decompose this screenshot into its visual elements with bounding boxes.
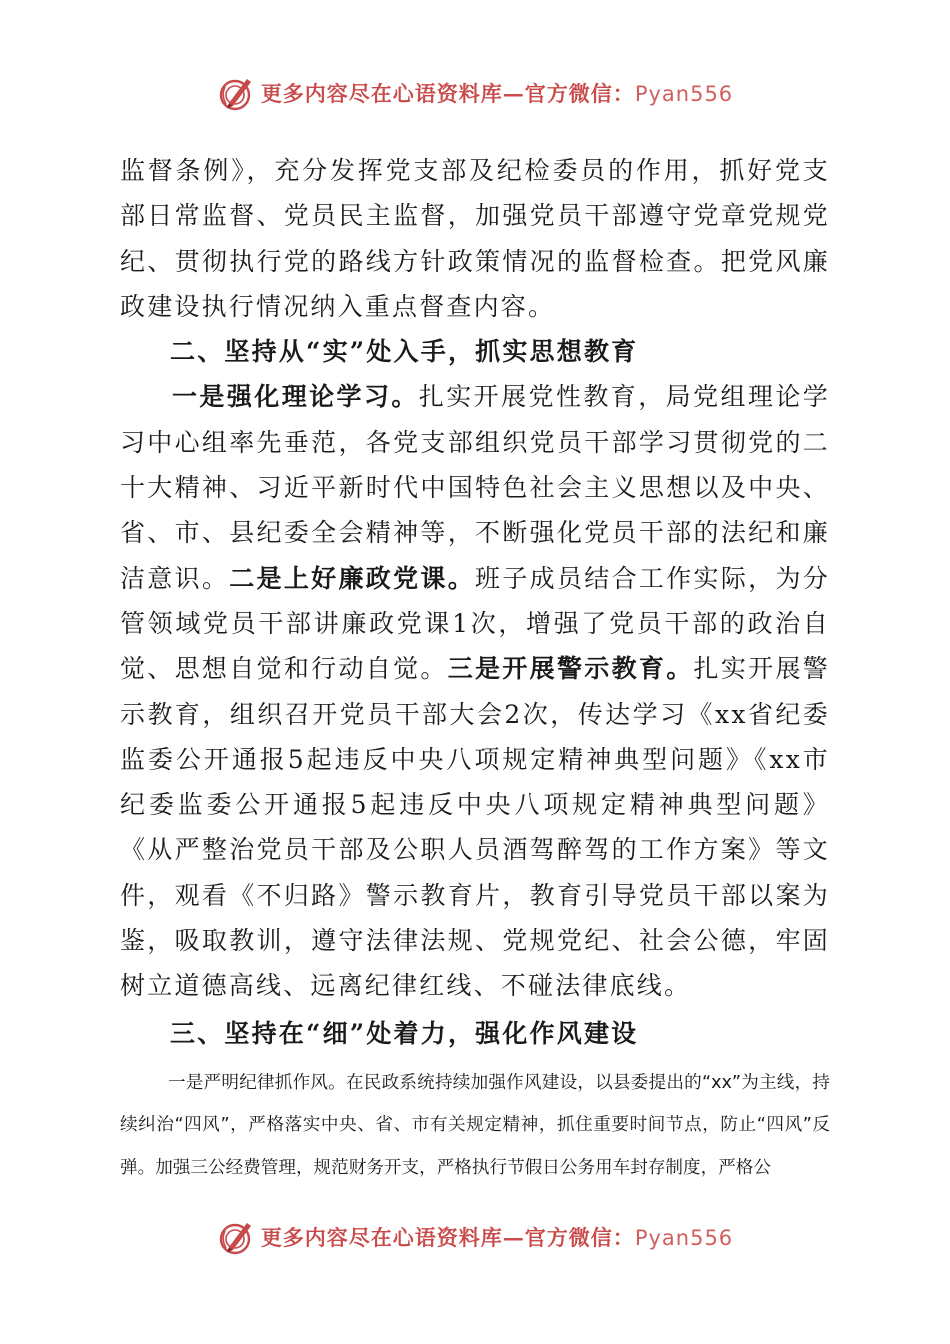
bold-lead-2: 二是上好廉政党课。 <box>229 563 476 593</box>
bold-lead-1: 一是强化理论学习。 <box>172 382 419 412</box>
section-heading-3: 三、坚持在“细”处着力，强化作风建设 <box>170 1018 639 1048</box>
bold-lead-3: 三是开展警示教育。 <box>447 654 694 684</box>
paragraph-style-building: 一是严明纪律抓作风。在民政系统持续加强作风建设，以县委提出的“xx”为主线，持续纠治“四风”，严格落实中央、省、市有关规定精神，抓住重要时间节点，防止“四风”反弹。加强三公经费管理，规范财务开支，严格执行节假日公务用车封存制度，严格公 <box>120 1072 830 1178</box>
pen-logo-icon <box>217 1217 257 1257</box>
paragraph-continuation: 监督条例》，充分发挥党支部及纪检委员的作用，抓好党支部日常监督、党员民主监督，加强党员干部遵守党章党规党纪、贯彻执行党的路线方针政策情况的监督检查。把党风廉政建设执行情况纳入重点督查内容。 <box>120 156 830 321</box>
watermark-text: 更多内容尽在心语资料库—官方微信：Pyan556 <box>260 81 734 106</box>
watermark-banner-top <box>0 68 950 118</box>
paragraph-education: 一是强化理论学习。扎实开展党性教育，局党组理论学习中心组率先垂范，各党支部组织党员干部学习贯彻党的二十大精神、习近平新时代中国特色社会主义思想以及中央、省、市、县纪委全会精神等，不断强化党员干部的法纪和廉洁意识。二是上好廉政党课。班子成员结合工作实际，为分管领域党员干部讲廉政党课1次，增强了党员干部的政治自觉、思想自觉和行动自觉。三是开展警示教育。扎实开展警示教育，组织召开党员干部大会2次，传达学习《xx省纪委监委公开通报5起违反中央八项规定精神典型问题》《xx市纪委监委公开通报5起违反中央八项规定精神典型问题》《从严整治党员干部及公职人员酒驾醉驾的工作方案》等文件，观看《不归路》警示教育片，教育引导党员干部以案为鉴，吸取教训，遵守法律法规、党规党纪、社会公德，牢固树立道德高线、远离纪律红线、不碰法律底线。 <box>120 382 830 1001</box>
watermark-text: 更多内容尽在心语资料库—官方微信：Pyan556 <box>260 1225 734 1250</box>
pen-logo-icon <box>217 73 257 113</box>
watermark-banner-bottom <box>0 1212 950 1262</box>
section-heading-2: 二、坚持从“实”处入手，抓实思想教育 <box>170 337 639 367</box>
document-body <box>120 148 830 1189</box>
